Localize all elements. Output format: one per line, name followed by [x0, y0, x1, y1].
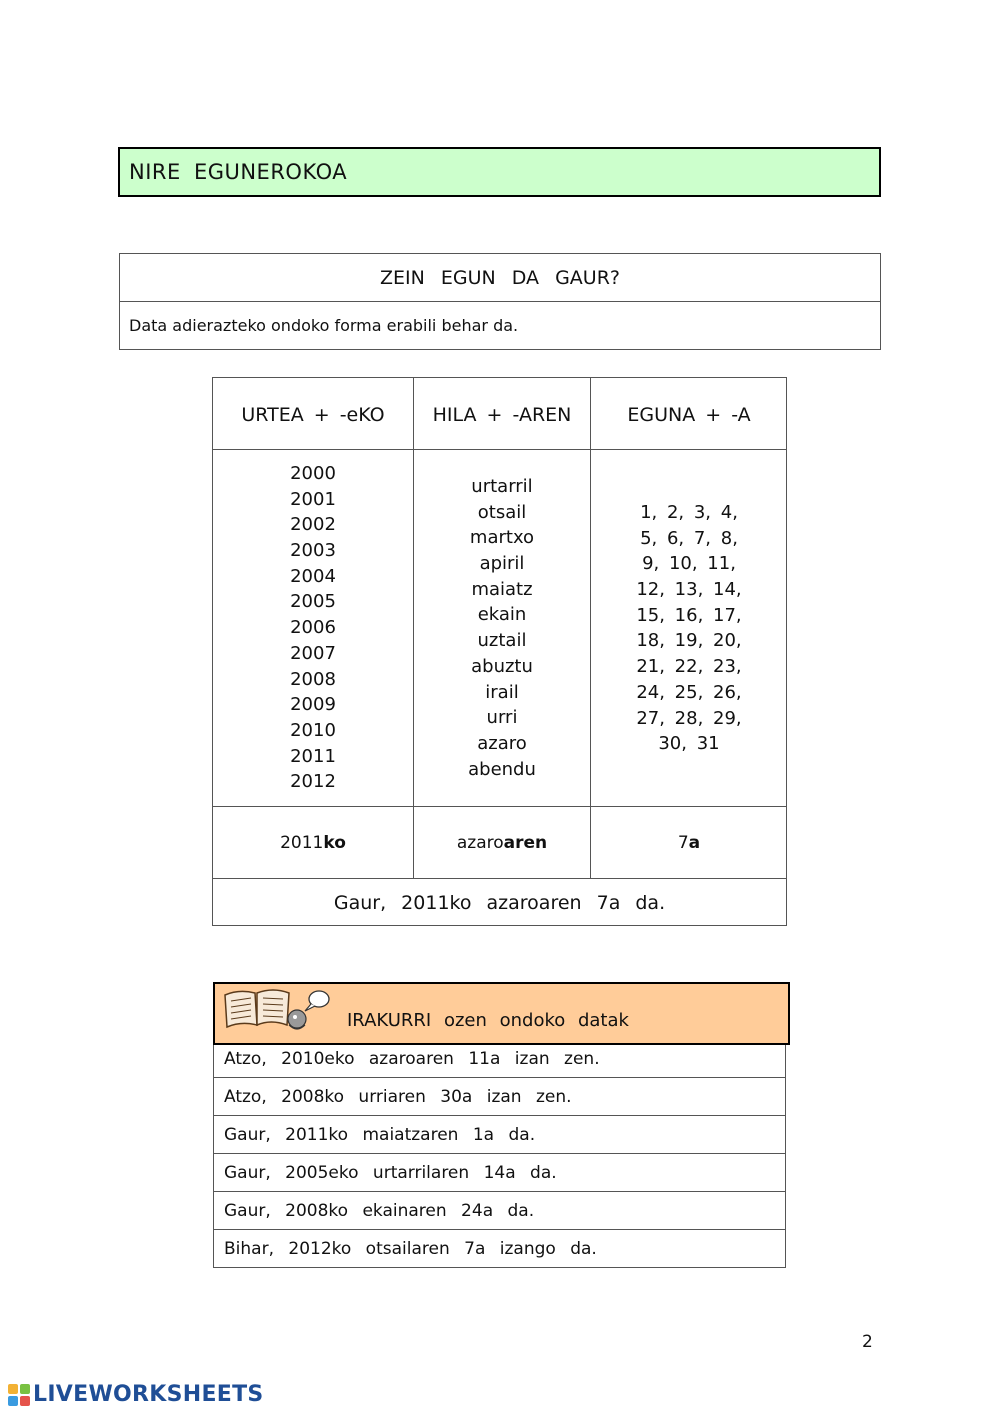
reading-heading: IRAKURRI ozen ondoko datak: [347, 1010, 629, 1031]
month-item: apiril: [479, 553, 525, 575]
month-item: otsail: [477, 501, 527, 523]
month-item: maiatz: [471, 578, 533, 600]
month-item: urtarril: [471, 476, 533, 497]
year-item: 2005: [290, 591, 336, 613]
day-row: 9, 10, 11,: [642, 553, 736, 575]
example-month: azaroaren: [456, 833, 548, 853]
date-table: [212, 377, 787, 926]
reading-row: Bihar, 2012ko otsailaren 7a izango da.: [214, 1229, 785, 1267]
year-item: 2003: [290, 540, 336, 562]
day-row: 1, 2, 3, 4,: [640, 502, 738, 523]
year-item: 2008: [290, 668, 336, 690]
month-item: ekain: [477, 604, 527, 626]
logo-icon: [7, 1383, 31, 1407]
months-list: [414, 474, 590, 782]
reading-row: Gaur, 2008ko ekainaren 24a da.: [214, 1191, 785, 1229]
day-row: 24, 25, 26,: [636, 681, 742, 703]
question-instruction: Data adierazteko ondoko forma erabili behar da.: [129, 316, 519, 335]
year-item: 2009: [290, 694, 336, 716]
month-item: urri: [486, 707, 518, 729]
year-item: 2002: [290, 514, 336, 536]
month-item: abendu: [468, 758, 536, 780]
day-row: 18, 19, 20,: [636, 630, 742, 652]
years-list: [213, 461, 413, 795]
example-day: 7a: [677, 833, 701, 853]
day-row: 21, 22, 23,: [636, 656, 742, 678]
year-item: 2001: [290, 488, 336, 510]
example-year: 2011ko: [280, 833, 346, 853]
book-speech-icon: [223, 987, 335, 1035]
day-row: 12, 13, 14,: [636, 579, 742, 601]
month-item: irail: [485, 681, 519, 703]
question-heading: ZEIN EGUN DA GAUR?: [120, 254, 880, 302]
year-item: 2011: [290, 745, 336, 767]
header-day: EGUNA + -A: [627, 404, 751, 426]
month-item: abuztu: [471, 655, 533, 677]
example-summary: Gaur, 2011ko azaroaren 7a da.: [333, 892, 666, 914]
year-item: 2012: [290, 771, 336, 793]
year-item: 2000: [290, 463, 336, 484]
logo-text: LIVEWORKSHEETS: [33, 1382, 264, 1407]
days-list: [591, 500, 787, 757]
day-row: 5, 6, 7, 8,: [640, 527, 738, 549]
page-number: 2: [862, 1332, 873, 1352]
page-title: NIRE EGUNEROKOA: [118, 147, 881, 197]
reading-row: Gaur, 2011ko maiatzaren 1a da.: [214, 1115, 785, 1153]
year-item: 2007: [290, 642, 336, 664]
reading-row: Atzo, 2008ko urriaren 30a izan zen.: [214, 1077, 785, 1115]
day-row: 30, 31: [658, 733, 720, 755]
day-row: 27, 28, 29,: [636, 707, 742, 729]
year-item: 2004: [290, 565, 336, 587]
reading-row: Gaur, 2005eko urtarrilaren 14a da.: [214, 1153, 785, 1191]
day-row: 15, 16, 17,: [636, 604, 742, 626]
year-item: 2006: [290, 617, 336, 639]
header-year: URTEA + -eKO: [241, 404, 385, 426]
reading-box: [213, 982, 786, 1268]
month-item: martxo: [469, 527, 535, 549]
month-item: azaro: [477, 732, 527, 754]
year-item: 2010: [290, 719, 336, 741]
header-month: HILA + -AREN: [432, 404, 572, 426]
reading-row: Atzo, 2010eko azaroaren 11a izan zen.: [224, 1049, 600, 1069]
question-box: [119, 253, 881, 350]
month-item: uztail: [477, 630, 527, 652]
reading-header: [213, 982, 790, 1045]
